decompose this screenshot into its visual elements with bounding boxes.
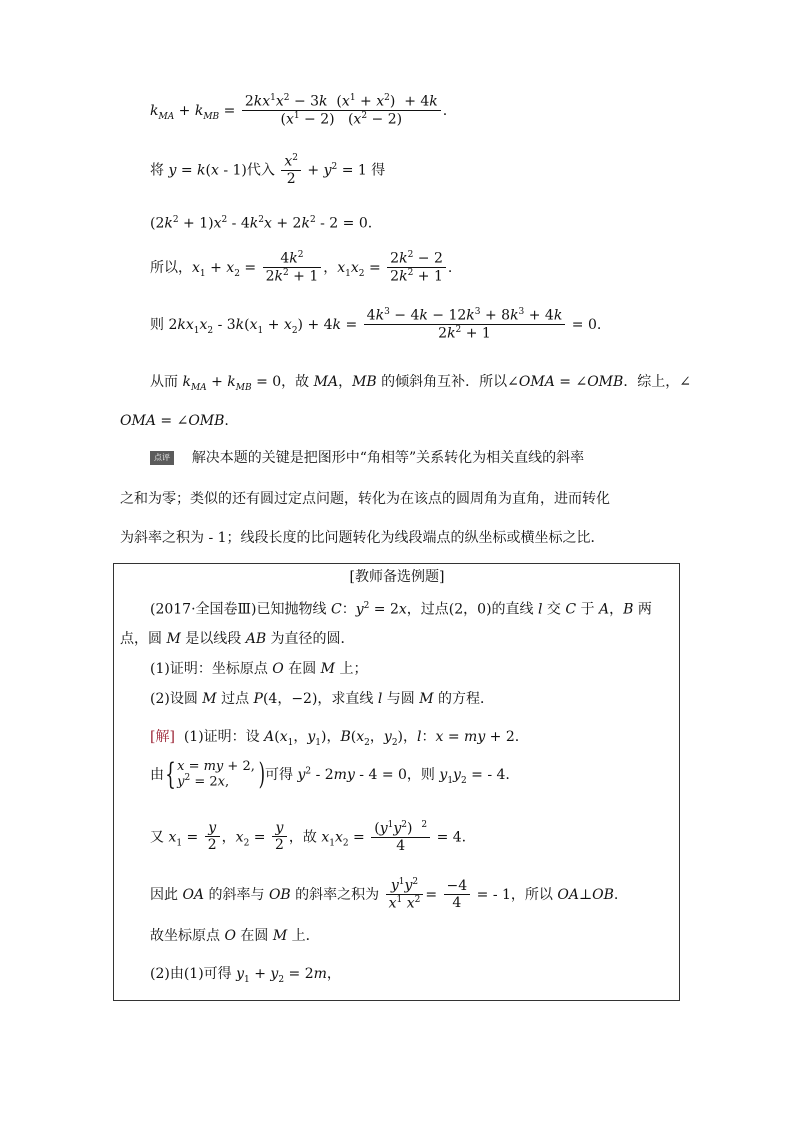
- fraction-denominator: $(x^1 - 2) (x^2 - 2)$: [242, 110, 441, 129]
- solution-line-5: 故坐标原点 O 在圆 M 上．: [150, 928, 320, 944]
- box-title: [教师备选例题]: [349, 569, 445, 585]
- solution-tag: [解]: [150, 729, 175, 745]
- comment-line-1: [150, 451, 584, 465]
- comment-badge: 点评: [150, 451, 174, 465]
- quadratic-line: $(2k^2 + 1)x^2 - 4k^2x + 2k^2 - 2 = 0$.: [150, 215, 373, 232]
- conclusion-line-1: 从而 $k_{MA} + k_{MB} = 0$，故 MA，MB 的倾斜角互补．所以∠OMA = ∠OMB．综上，∠: [150, 374, 692, 393]
- comment-line-2: [120, 492, 610, 506]
- problem-part-1: (1)证明：坐标原点 O 在圆 M 上；: [150, 661, 368, 677]
- solution-line-4: 因此 OA 的斜率与 OB 的斜率之积为 $\frac{y^1y^2}{x^1 x^2}$ = $\frac{-4}{4}$ = - 1，所以 OA⊥OB.: [150, 877, 619, 912]
- solution-line-6: (2)由(1)可得 $y_1 + y_2 = 2m$，: [150, 966, 341, 985]
- fraction-sum: $\frac{4k^2}{2k^2 + 1}$: [263, 250, 322, 286]
- solution-line-1: [解] (1)证明：设 $A(x_1$，$y_1$)，$B(x_2$，$y_2$)，l：x = my + 2.: [150, 729, 520, 748]
- then-line: 则 $2kx_1x_2 - 3k(x_1 + x_2) + 4k$ = $\frac{4k^3 - 4k - 12k^3 + 8k^3 + 4k}{2k^2 + 1}$ = 0.: [150, 307, 602, 342]
- fraction-slope-product: $\frac{y^1y^2}{x^1 x^2}$: [386, 877, 424, 913]
- substitute-line: 将 y = k(x - 1)代入 $\frac{x^2}{2}$ + $y^2 = 1$ 得: [150, 153, 386, 187]
- equation-slope-sum-fraction: [242, 93, 441, 129]
- solution-line-2: 由{x = my + 2, $y^2 = 2x$, )可得 $y^2 - 2my - 4 = 0$，则 $y_1y_2$ = - 4.: [150, 757, 510, 792]
- fraction-product-y: $\frac{(y^1y^2) ^2}{4}$: [371, 820, 430, 855]
- vieta-line: 所以，$x_1 + x_2$ = $\frac{4k^2}{2k^2 + 1}$ ，$x_1x_2$ = $\frac{2k^2 - 2}{2k^2 + 1}$ .: [150, 250, 453, 285]
- problem-line-2: 点，圆 M 是以线段 AB 为直径的圆．: [120, 631, 355, 647]
- equation-system: x = my + 2, $y^2 = 2x$,: [177, 759, 255, 790]
- fraction-x2-over-2: $\frac{x^2}{2}$: [281, 153, 301, 188]
- conclusion-line-2: OMA = ∠OMB.: [120, 413, 229, 429]
- fraction-numerator: $2kx^1x^2 - 3k$ $(x^1 + x^2) + 4k$: [244, 93, 438, 110]
- problem-part-2: (2)设圆 M 过点 P(4，−2)，求直线 l 与圆 M 的方程．: [150, 691, 495, 707]
- solution-line-3: 又 $x_1$ = $\frac{y}{2}$ ，$x_2$ = $\frac{y}{2}$ ，故 $x_1x_2$ = $\frac{(y^1y^2) ^2}{4}$ = 4.: [150, 820, 467, 854]
- comment-text-2: 之和为零；类似的还有圆过定点问题，转化为在该点的圆周角为直角，进而转化: [120, 491, 610, 507]
- comment-text-3: 为斜率之积为 - 1；线段长度的比问题转化为线段端点的纵坐标或横坐标之比．: [120, 530, 605, 546]
- fraction-product: $\frac{2k^2 - 2}{2k^2 + 1}$: [387, 250, 446, 286]
- problem-line-1: (2017·全国卷Ⅲ)已知抛物线 C：$y^2 = 2x$，过点(2，0)的直线 l 交 C 于 A，B 两: [150, 601, 652, 618]
- equation-slope-sum: $k_{MA} + k_{MB}$ = $\frac{2kx^1x^2 - 3k (x^1 + x^2) + 4k}{(x^1 - 2) (x^2 - 2)}$ .: [150, 93, 448, 128]
- comment-line-3: [120, 531, 605, 545]
- comment-text-1: 解决本题的关键是把图形中“角相等”关系转化为相关直线的斜率: [191, 450, 585, 466]
- equation-slope-sum-lhs: $k_{MA} + k_{MB}$ =: [150, 102, 236, 122]
- fraction-then: $\frac{4k^3 - 4k - 12k^3 + 8k^3 + 4k}{2k^2 + 1}$: [364, 307, 566, 343]
